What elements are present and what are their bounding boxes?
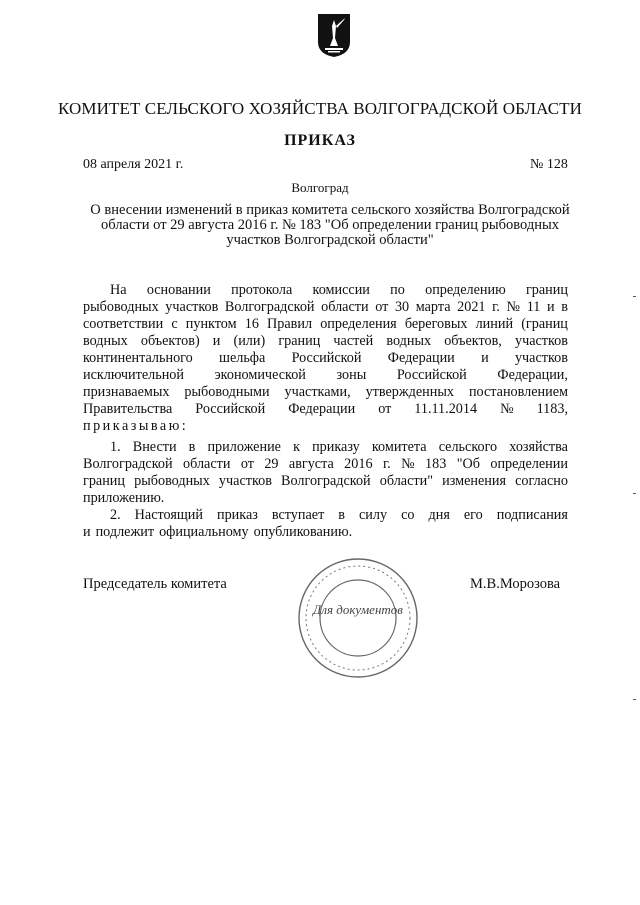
body-line: приказываю: — [83, 418, 189, 434]
body-line: Волгоградской области от 29 августа 2016 г. № 183 "Об определении — [83, 456, 568, 472]
scan-mark — [633, 493, 636, 494]
signatory-title: Председатель комитета — [83, 576, 227, 592]
signatory-name: М.В.Морозова — [470, 576, 561, 592]
coat-of-arms-emblem — [316, 12, 352, 58]
committee-heading: КОМИТЕТ СЕЛЬСКОГО ХОЗЯЙСТВА ВОЛГОГРАДСКОЙ ОБЛАСТИ — [57, 99, 582, 118]
scan-mark — [633, 296, 636, 297]
order-city: Волгоград — [291, 180, 349, 195]
body-line: континентального шельфа Российской Федерации и участков — [83, 350, 568, 366]
document-type-title: ПРИКАЗ — [284, 132, 356, 149]
seal-inner-text: Для документов — [313, 602, 403, 617]
body-line: водных объектов) и (или) границ частей водных объектов, участков — [83, 333, 568, 349]
order-number: № 128 — [530, 157, 568, 172]
body-line: признаваемых рыбоводными участками, утвержденных постановлением — [83, 384, 568, 400]
body-line: 2. Настоящий приказ вступает в силу со дня его подписания — [110, 507, 568, 523]
body-line: соответствии с пунктом 16 Правил определения береговых линий (границ — [83, 316, 568, 332]
order-subject: О внесении изменений в приказ комитета сельского хозяйства Волгоградской области от 29 августа 2016 г. № 183 "Об определении границ рыбоводных участков Волгоградской области" — [90, 202, 570, 248]
official-seal — [296, 556, 420, 680]
body-line: 1. Внести в приложение к приказу комитета сельского хозяйства — [110, 439, 568, 455]
body-line: границ рыбоводных участков Волгоградской области" изменения согласно — [83, 473, 568, 489]
body-line: На основании протокола комиссии по определению границ — [110, 282, 568, 298]
body-line: приложению. — [83, 490, 165, 506]
body-line: рыбоводных участков Волгоградской области от 30 марта 2021 г. № 11 и в — [83, 299, 568, 315]
body-line: Правительства Российской Федерации от 11.11.2014 № 1183, — [83, 401, 568, 417]
body-line: и подлежит официальному опубликованию. — [83, 524, 353, 540]
scan-mark — [633, 699, 636, 700]
order-date: 08 апреля 2021 г. — [83, 157, 184, 172]
body-line: исключительной экономической зоны Российской Федерации, — [83, 367, 568, 383]
